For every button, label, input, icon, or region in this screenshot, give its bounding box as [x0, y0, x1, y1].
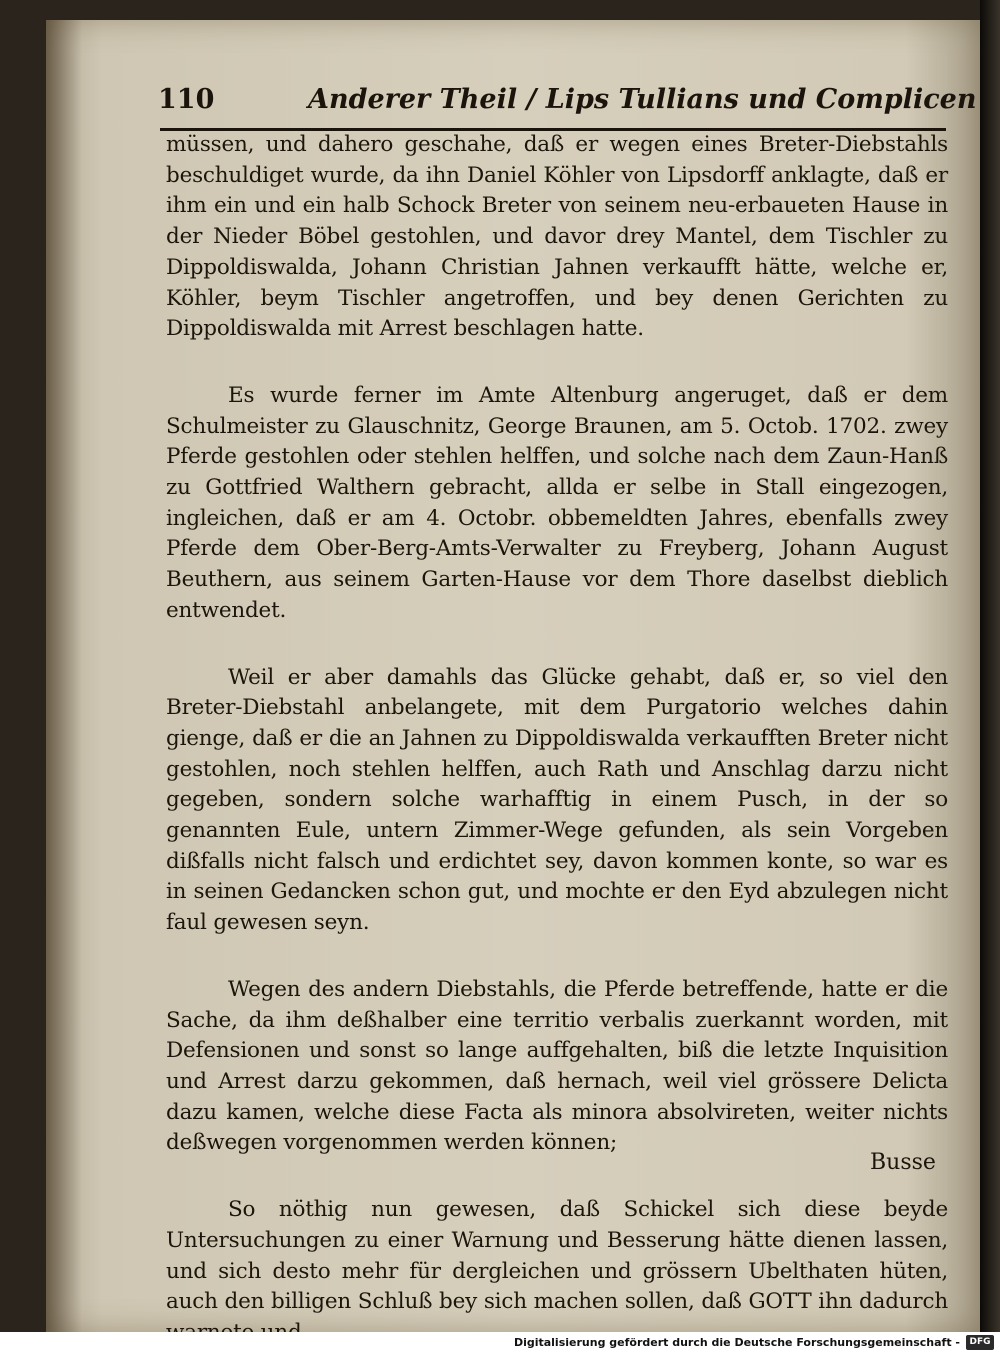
paragraph-5: So nöthig nun gewesen, daß Schickel sich diese beyde Untersuchungen zu einer Warnung und Besserung hätte dienen lassen, und sich desto mehr für dergleichen und grössern Ubelthaten hüten, auch den billigen Schluß bey sich machen sollen, daß GOTT ihn dadurch [166, 1197, 948, 1315]
page-header [158, 84, 977, 126]
page-number: 110 [158, 84, 215, 115]
digitization-footer [0, 1332, 1000, 1354]
paragraph-1: müssen, und dahero geschahe, daß er wegen eines Breter-Diebstahls beschuldiget wurde, da ihn Daniel Köhler von Lipsdorff anklagte, daß er ihm ein und ein halb Schock Breter von seinem neu-erbaueten Hause in der Nieder Böbel gestohlen, und davor drey Mantel, dem Tischler zu Dippoldiswalda, Johann Christian Jahnen verkaufft hätte, welche er, Köhler, beym Tischler angetroffen, und bey denen Gerichten zu Dippoldiswalda mit Arrest beschlagen hatte. [166, 132, 948, 342]
body-text [166, 130, 948, 1349]
funding-credit: Digitalisierung gefördert durch die Deutsche Forschungsgemeinschaft - [513, 1336, 960, 1349]
paragraph-2: Es wurde ferner im Amte Altenburg angeruget, daß er dem Schulmeister zu Glauschnitz, George Braunen, am 5. Octob. 1702. zwey Pferde gestohlen oder stehlen helffen, und solche nach dem Zaun-Hanß zu Gottfried Walthern gebracht, allda er selbe in Stall eingezogen, ingleichen, daß er am 4. Octobr. obbemeldten Jahres, ebenfalls zwey Pferde dem Ober-Berg-Amts-Verwalter zu Freyberg, Johann August Beuthern, aus seinem Garten-Hause vor dem Thore daselbst dieblich entwendet. [166, 382, 948, 623]
paragraph-3: Weil er aber damahls das Glücke gehabt, daß er, so viel den Breter-Diebstahl anbelangete, mit dem Purgatorio welches dahin gienge, daß er die an Jahnen zu Dippoldiswalda verkaufften Breter nicht gestohlen, noch stehlen helffen, auch Rath und Anschlag darzu nicht gegeben, sondern solche warhafftig in einem Pusch, in der so genannten Eule, untern Zimmer-Wege gefunden, als sein Vorgeben dißfalls nicht falsch und erdichtet sey, davon kommen konte, so war es in seinen Gedancken schon gut, und mochte er den Eyd abzulegen nicht faul gewesen seyn. [166, 664, 948, 936]
running-title: Anderer Theil / Lips Tullians und Complicen [308, 84, 977, 115]
dfg-logo: DFG [966, 1335, 994, 1350]
page-edge [980, 0, 1000, 1332]
paragraph-4: Wegen des andern Diebstahls, die Pferde betreffende, hatte er die Sache, da ihm deßhalber eine territio verbalis zuerkannt worden, mit Defensionen und sonst so lange auffgehalten, biß die letzte Inquisition und Arrest darzu gekommen, daß hernach, weil viel grössere Delicta dazu kamen, welche diese Facta als minora absolvireten, weiter nichts deßwegen vorgenommen werden können; [166, 976, 948, 1156]
page-gutter-shadow [46, 20, 82, 1332]
catchword: Busse [870, 1150, 936, 1175]
